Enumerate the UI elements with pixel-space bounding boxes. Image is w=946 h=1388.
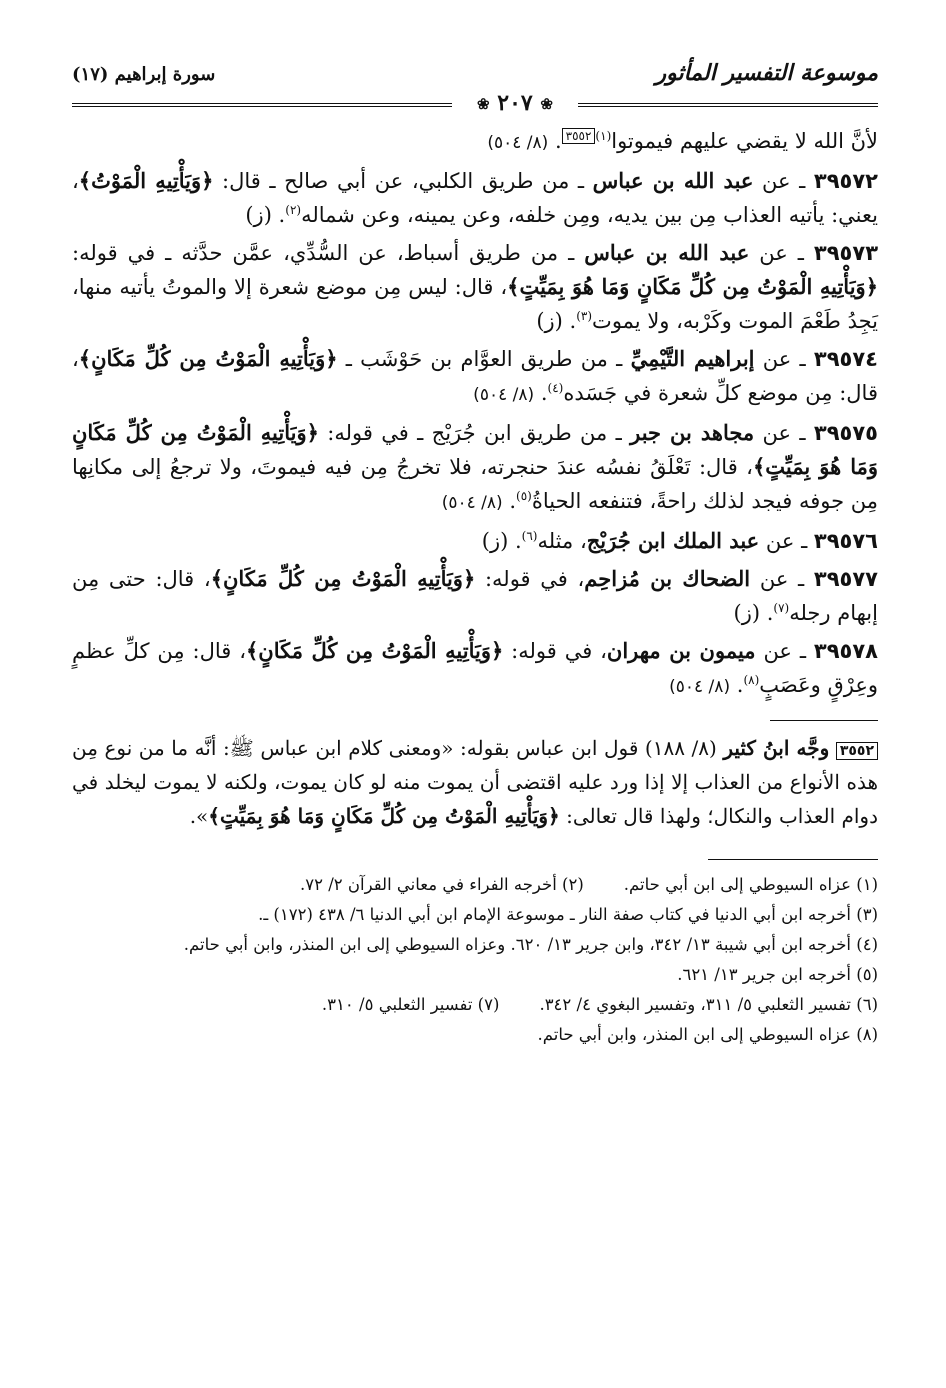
quran-verse: ﴿وَيَأْتِيهِ الْمَوْتُ مِن كُلِّ مَكَانٍ وَمَا هُوَ بِمَيِّتٍ﴾ <box>72 420 878 479</box>
footnote-row <box>72 870 878 900</box>
quran-verse: ﴿وَيَأْتِيهِ الْمَوْتُ مِن كُلِّ مَكَانٍ﴾ <box>245 638 504 663</box>
ornament-icon: ❀ <box>540 95 553 113</box>
footnote-ref: (٣) <box>576 309 593 323</box>
narration-number: ٣٩٥٧٣ <box>813 241 879 265</box>
narration-39573: ٣٩٥٧٣ ـ عن عبد الله بن عباس ـ من طريق أسباط، عن السُّدِّي، عمَّن حدَّثه ـ في قوله: ﴿وَيَأْتِيهِ الْمَوْتُ مِن كُلِّ مَكَانٍ وَمَا هُوَ بِمَيِّتٍ﴾، قال: ليس مِن موضع شعرة إلا والموتُ يأتيه منها، يَجِدُ طَعْمَ الموت وكَرْبه، ولا يموت$^{(٣)}$. (ز) <box>72 240 879 333</box>
footnote-6: (٦) تفسير الثعلبي ٥/ ٣١١، وتفسير البغوي ٤/ ٣٤٢. <box>539 995 878 1014</box>
narration-number: ٣٩٥٧٧ <box>813 567 878 591</box>
commentary-number: ٣٥٥٢ <box>836 742 878 760</box>
narration-number: ٣٩٥٧٤ <box>813 347 878 371</box>
footnote-ref: (٤) <box>547 381 564 395</box>
narration-number: ٣٩٥٧٢ <box>813 169 878 193</box>
page-header <box>72 58 878 118</box>
quran-verse: ﴿وَيَأْتِيهِ الْمَوْتُ مِن كُلِّ مَكَانٍ﴾ <box>78 346 338 371</box>
narrator-name: عبد الله بن عباس <box>592 168 754 193</box>
page-number-group <box>452 90 578 116</box>
narration-number: ٣٩٥٧٦ <box>813 529 878 553</box>
footnote-3: (٣) أخرجه ابن أبي الدنيا في كتاب صفة النار ـ موسوعة الإمام ابن أبي الدنيا ٦/ ٤٣٨ (١٧٢) ـ. <box>258 905 878 924</box>
commentary-box-ref: ٣٥٥٢ <box>562 128 596 144</box>
book-title: موسوعة التفسير المأثور <box>655 60 878 86</box>
footnote-ref: (٨) <box>743 673 760 687</box>
footnote-1: (١) عزاه السيوطي إلى ابن أبي حاتم. <box>623 875 878 894</box>
page-number: ٢٠٧ <box>497 90 533 116</box>
page <box>72 58 878 1358</box>
narration-39577: ٣٩٥٧٧ ـ عن الضحاك بن مُزاحِم، في قوله: ﴿وَيَأْتِيهِ الْمَوْتُ مِن كُلِّ مَكَانٍ﴾، قال: حتى مِن إبهام رجله$^{(٧)}$. (ز) <box>72 566 878 625</box>
footnote-ref: (٦) <box>521 529 538 543</box>
quran-verse: ﴿وَيَأْتِيهِ الْمَوْتُ مِن كُلِّ مَكَانٍ وَمَا هُوَ بِمَيِّتٍ﴾ <box>208 804 560 828</box>
footnote-ref: (٧) <box>773 601 790 615</box>
ornament-icon: ❀ <box>477 95 490 113</box>
quran-verse: ﴿وَيَأْتِيهِ الْمَوْتُ﴾ <box>78 168 214 193</box>
narration-number: ٣٩٥٧٨ <box>813 639 878 663</box>
source-ref: (٨/ ٥٠٤) <box>441 493 503 513</box>
narrator-name: الضحاك بن مُزاحِم <box>584 566 751 591</box>
narration-39578: ٣٩٥٧٨ ـ عن ميمون بن مهران، في قوله: ﴿وَيَأْتِيهِ الْمَوْتُ مِن كُلِّ مَكَانٍ﴾، قال: مِن كلِّ عظمٍ وعِرْقٍ وعَصَبٍ$^{(٨)}$. (٨/ ٥٠٤) <box>72 638 878 697</box>
narrator-name: مجاهد بن جبر <box>630 420 755 445</box>
source-ref: (٨/ ٥٠٤) <box>669 677 731 697</box>
footnotes <box>72 870 878 1050</box>
footnote-separator <box>708 859 878 860</box>
narrator-name: عبد الملك ابن جُرَيْج <box>586 528 760 553</box>
source-ref: (٨/ ٥٠٤) <box>487 133 549 153</box>
footnote-4: (٤) أخرجه ابن أبي شيبة ١٣/ ٣٤٢، وابن جرير ١٣/ ٦٢٠. وعزاه السيوطي إلى ابن المنذر، وابن أبي حاتم. <box>183 935 878 954</box>
footnote-ref: (٥) <box>516 489 532 503</box>
footnote-ref: (١) <box>595 129 612 143</box>
source-ref: (٨/ ٥٠٤) <box>473 385 535 405</box>
footnote-2: (٢) أخرجه الفراء في معاني القرآن ٢/ ٧٢. <box>299 875 584 894</box>
header-rule-left <box>72 103 452 107</box>
header-rule-right <box>578 103 878 107</box>
surah-title: سورة إبراهيم (١٧) <box>72 64 216 85</box>
narrator-name: إبراهيم التَّيْمِيِّ <box>630 346 755 371</box>
narrator-name: عبد الله بن عباس <box>584 240 750 265</box>
separator-rule <box>770 720 878 721</box>
narration-39576: ٣٩٥٧٦ ـ عن عبد الملك ابن جُرَيْج، مثله$^{(٦)}$. (ز) <box>481 528 878 553</box>
quran-verse: ﴿وَيَأْتِيهِ الْمَوْتُ مِن كُلِّ مَكَانٍ﴾ <box>210 566 476 591</box>
narration-39574: ٣٩٥٧٤ ـ عن إبراهيم التَّيْمِيِّ ـ من طريق العوَّام بن حَوْشَب ـ ﴿وَيَأْتِيهِ الْمَوْتُ مِن كُلِّ مَكَانٍ﴾، قال: مِن موضع كلِّ شعرة في جَسَده$^{(٤)}$. (٨/ ٥٠٤) <box>72 346 878 405</box>
main-text <box>72 124 878 704</box>
narration-39572: ٣٩٥٧٢ ـ عن عبد الله بن عباس ـ من طريق الكلبي، عن أبي صالح ـ قال: ﴿وَيَأْتِيهِ الْمَوْتُ﴾، يعني: يأتيه العذاب مِن بين يديه، ومِن خلفه، وعن يمينه، وعن شماله$^{(٢)}$. (ز) <box>72 168 878 227</box>
quran-verse: ﴿وَيَأْتِيهِ الْمَوْتُ مِن كُلِّ مَكَانٍ وَمَا هُوَ بِمَيِّتٍ﴾ <box>507 274 878 299</box>
footnote-row <box>72 990 878 1020</box>
paragraph-continuation: لأنَّ الله لا يقضي عليهم فيموتوا$^{(١)}$٣٥٥٢. (٨/ ٥٠٤) <box>487 129 878 153</box>
footnote-ref: (٢) <box>285 203 302 217</box>
footnote-8: (٨) عزاه السيوطي إلى ابن المنذر، وابن أبي حاتم. <box>537 1025 878 1044</box>
footnote-5: (٥) أخرجه ابن جرير ١٣/ ٦٢١. <box>677 965 878 984</box>
narrator-name: ميمون بن مهران <box>606 638 756 663</box>
narration-39575: ٣٩٥٧٥ ـ عن مجاهد بن جبر ـ من طريق ابن جُرَيْج ـ في قوله: ﴿وَيَأْتِيهِ الْمَوْتُ مِن كُلِّ مَكَانٍ وَمَا هُوَ بِمَيِّتٍ﴾، قال: تَعْلَقُ نفسُه عندَ حنجرته، فلا تخرجُ مِن فيه فيموتَ، ولا ترجعُ إلى مكانِها مِن جوفه فيجد لذلك راحةً، فتنفعه الحياةُ$^{(٥)}$. (٨/ ٥٠٤) <box>72 420 878 513</box>
commentary-block: ٣٥٥٢ وجَّه ابنُ كثير (٨/ ١٨٨) قول ابن عباس بقوله: «ومعنى كلام ابن عباس ﷺ: أنَّه ما من نوع مِن هذه الأنواع من العذاب إلا إذا ورد عليه اقتضى أن يموت منه لو كان يموت، ولكنه لا يموت ليخلد في دوام العذاب والنكال؛ ولهذا قال تعالى: ﴿وَيَأْتِيهِ الْمَوْتُ مِن كُلِّ مَكَانٍ وَمَا هُوَ بِمَيِّتٍ﴾». <box>72 736 878 828</box>
narration-number: ٣٩٥٧٥ <box>813 421 878 445</box>
commentary-lead: وجَّه ابنُ كثير <box>723 736 830 760</box>
footnote-7: (٧) تفسير الثعلبي ٥/ ٣١٠. <box>321 995 500 1014</box>
